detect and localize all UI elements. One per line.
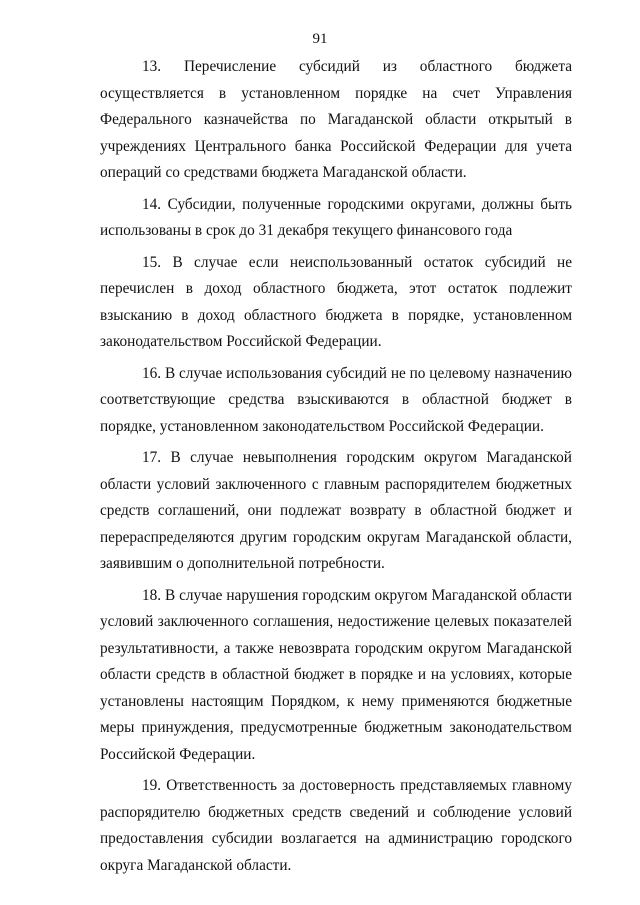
document-body bbox=[100, 54, 572, 884]
paragraph-19: 19. Ответственность за достоверность представляемых главному распорядителю бюджетных средств сведений и соблюдение условий предоставления субсидии возлагается на администрацию городского округа Магаданской области. bbox=[100, 777, 572, 874]
paragraph-16: 16. В случае использования субсидий не по целевому назначению соответствующие средства взыскиваются в областной бюджет в порядке, установленном законодательством Российской Федерации. bbox=[100, 364, 572, 435]
paragraph-14: 14. Субсидии, полученные городскими округами, должны быть использованы в срок до 31 декабря текущего финансового года bbox=[100, 195, 572, 239]
page-number: 91 bbox=[312, 31, 328, 47]
paragraph-18: 18. В случае нарушения городским округом Магаданской области условий заключенного соглашения, недостижение целевых показателей результативности, а также невозврата городским округом Магаданской области средств в областной бюджет в порядке и на условиях, которые установлены настоящим Порядком, к нему применяются бюджетные меры принуждения, предусмотренные бюджетным законодательством Российской Федерации. bbox=[100, 586, 572, 763]
paragraph-13: 13. Перечисление субсидий из областного бюджета осуществляется в установленном порядке на счет Управления Федерального казначейства по Магаданской области открытый в учреждениях Центрального банка Российской Федерации для учета операций со средствами бюджета Магаданской области. bbox=[100, 58, 572, 181]
paragraph-15: 15. В случае если неиспользованный остаток субсидий не перечислен в доход областного бюджета, этот остаток подлежит взысканию в доход областного бюджета в порядке, установленном законодательством Российской Федерации. bbox=[100, 253, 572, 350]
paragraph-17: 17. В случае невыполнения городским округом Магаданской области условий заключенного с главным распорядителем бюджетных средств соглашений, они подлежат возврату в областной бюджет и перераспределяются другим городским округам Магаданской области, заявившим о дополнительной потребности. bbox=[100, 449, 572, 572]
